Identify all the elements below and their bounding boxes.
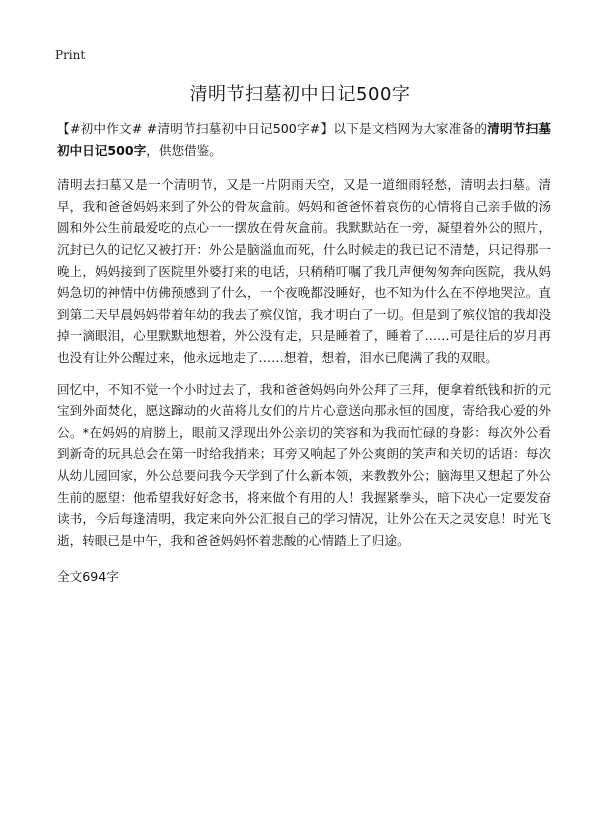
intro-paragraph xyxy=(57,118,551,161)
word-count: 全文694字 xyxy=(57,569,119,585)
intro-prefix: 【#初中作文# #清明节扫墓初中日记500字#】以下是文档网为大家准备的 xyxy=(57,121,488,136)
body-paragraph-2: 回忆中，不知不觉一个小时过去了，我和爸爸妈妈向外公拜了三拜，便拿着纸钱和折的元宝到外面焚化，愿这蹿动的火苗将儿女们的片片心意送向那永恒的国度，寄给我心爱的外公。*在妈妈的肩膀上，眼前又浮现出外公亲切的笑容和为我而忙碌的身影：每次外公看到新奇的玩具总会在第一时给我捎来；耳旁又响起了外公爽朗的笑声和关切的话语：每次从幼儿园回家，外公总要问我今天学到了什么新本领，来教教外公；脑海里又想起了外公生前的愿望：他希望我好好念书，将来做个有用的人！我握紧拳头，暗下决心一定要发奋读书，今后每逢清明，我定来向外公汇报自己的学习情况，让外公在天之灵安息！时光飞逝，转眼已是中午，我和爸爸妈妈怀着悲酸的心情踏上了归途。 xyxy=(57,381,551,548)
body-paragraph-1: 清明去扫墓又是一个清明节，又是一片阴雨天空，又是一道细雨轻愁，清明去扫墓。清早，我和爸爸妈妈来到了外公的骨灰盒前。妈妈和爸爸怀着哀伤的心情将自己亲手做的汤圆和外公生前最爱吃的点心一一摆放在骨灰盒前。我默默站在一旁，凝望着外公的照片，沉封已久的记忆又被打开：外公是脑溢血而死，什么时候走的我已记不清楚，只记得那一晚上，妈妈接到了医院里外婆打来的电话，只稍稍叮嘱了我几声便匆匆奔向医院，我从妈妈急切的神情中仿佛预感到了什么，一个夜晚都没睡好，也不知为什么在不停地哭泣。直到第二天早晨妈妈带着年幼的我去了殡仪馆，我才明白了一切。但是到了殡仪馆的我却没掉一滴眼泪，心里默默地想着，外公没有走，只是睡着了，睡着了……可是往后的岁月再也没有让外公醒过来，他永远地走了……想着，想着，泪水已爬满了我的双眼。 xyxy=(57,177,551,365)
print-label: Print xyxy=(55,48,86,62)
intro-suffix: ，供您借鉴。 xyxy=(146,142,222,158)
intro-bold-title: 清明节扫墓初中日记500字 xyxy=(57,121,552,158)
page-title: 清明节扫墓初中日记500字 xyxy=(189,84,411,105)
article-body xyxy=(57,118,551,588)
